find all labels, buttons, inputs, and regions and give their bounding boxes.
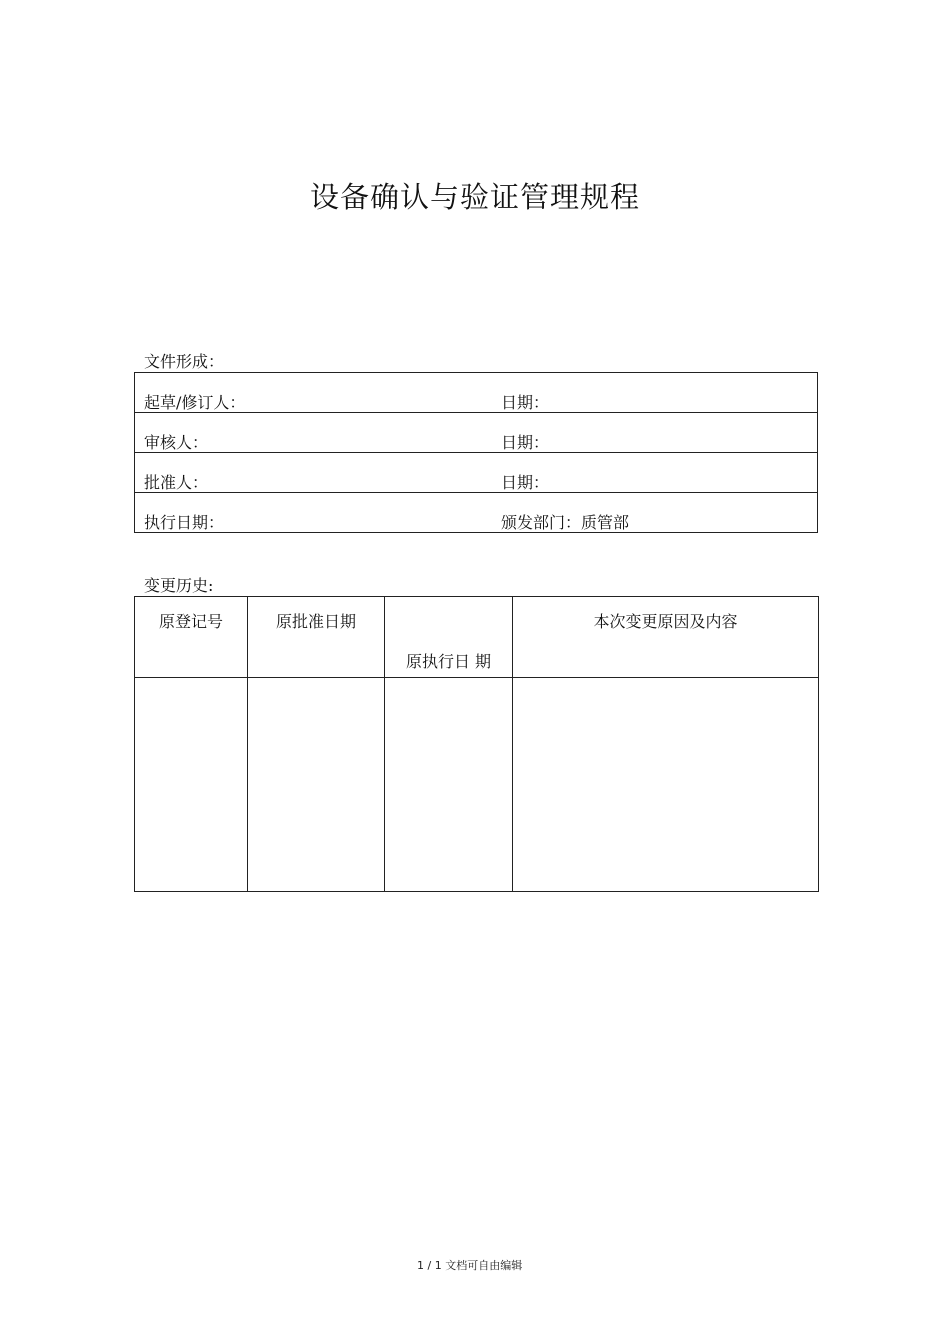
page-footer: 1 / 1 文档可自由编辑 bbox=[417, 1259, 523, 1272]
header-original-approval-date: 原批准日期 bbox=[248, 597, 385, 678]
formation-row-execution bbox=[135, 493, 818, 533]
cell-original-execution-date[interactable] bbox=[385, 678, 513, 892]
formation-row-approver bbox=[135, 453, 818, 493]
change-history-table bbox=[134, 596, 819, 892]
drafter-label: 起草/修订人： bbox=[135, 373, 502, 413]
header-change-reason-content: 本次变更原因及内容 bbox=[513, 597, 819, 678]
header-original-registration-no: 原登记号 bbox=[135, 597, 248, 678]
formation-table bbox=[134, 372, 818, 533]
history-section-label: 变更历史: bbox=[144, 576, 214, 595]
reviewer-date-label: 日期： bbox=[501, 413, 818, 453]
drafter-date-label: 日期： bbox=[501, 373, 818, 413]
document-title: 设备确认与验证管理规程 bbox=[309, 180, 640, 214]
approver-date-label: 日期： bbox=[501, 453, 818, 493]
issuing-department-label: 颁发部门：质管部 bbox=[501, 493, 818, 533]
approver-label: 批准人： bbox=[135, 453, 502, 493]
history-empty-row bbox=[135, 678, 819, 892]
cell-original-approval-date[interactable] bbox=[248, 678, 385, 892]
reviewer-label: 审核人： bbox=[135, 413, 502, 453]
cell-change-reason-content[interactable] bbox=[513, 678, 819, 892]
formation-row-reviewer bbox=[135, 413, 818, 453]
history-header-row bbox=[135, 597, 819, 678]
formation-section-label: 文件形成： bbox=[144, 352, 225, 371]
header-original-execution-date: 原执行日 期 bbox=[385, 597, 513, 678]
cell-original-registration-no[interactable] bbox=[135, 678, 248, 892]
formation-row-drafter bbox=[135, 373, 818, 413]
execution-date-label: 执行日期： bbox=[135, 493, 502, 533]
